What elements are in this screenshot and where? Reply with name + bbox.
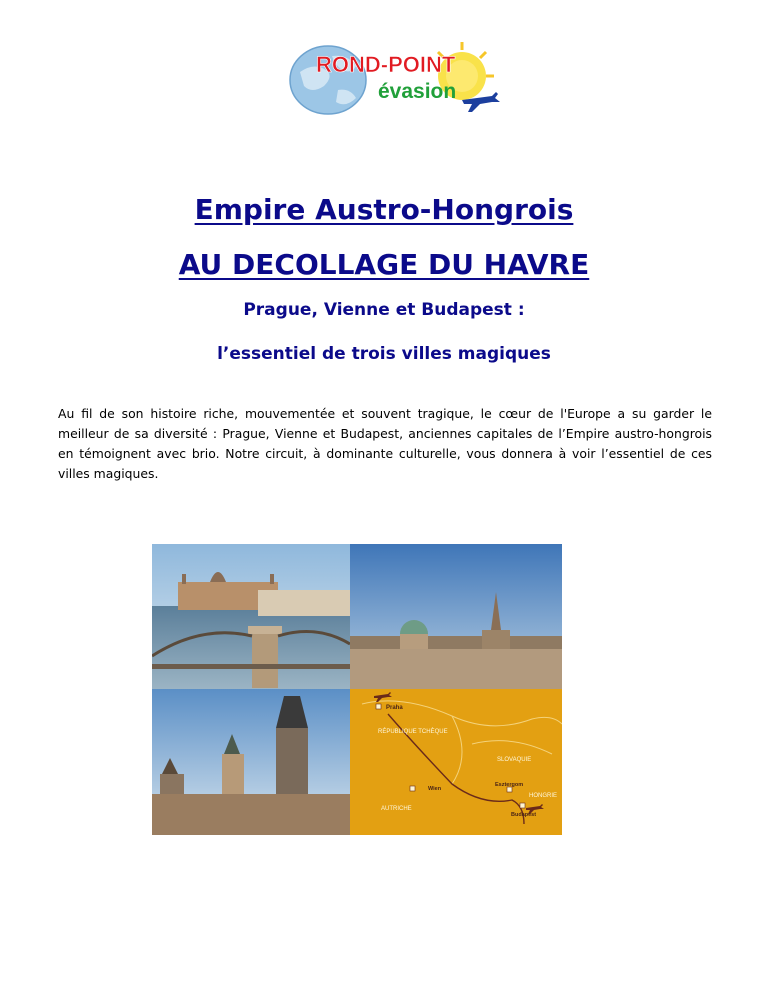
intro-paragraph: Au fil de son histoire riche, mouvementée et souvent tragique, le cœur de l'Europe a su garder le meilleur de sa diversité : Prague, Vienne et Budapest, anciennes capitales de l’Empire austro-hongrois en témoignent avec brio. Notre circuit, à dominante culturelle, vous donnera à voir l’essentiel de ces villes magiques.: [58, 406, 712, 481]
photo-prague: [152, 689, 350, 835]
city-marker: [410, 786, 415, 791]
page-title: Empire Austro-Hongrois: [194, 193, 574, 226]
route-map: [350, 689, 562, 835]
company-logo: [286, 40, 500, 118]
logo-line2: évasion: [378, 80, 457, 103]
photo-budapest: [152, 544, 350, 689]
city-marker: [520, 803, 525, 808]
map-label-rep-tcheque: RÉPUBLIQUE TCHÈQUE: [378, 729, 448, 735]
map-label-wien: Wien: [428, 786, 442, 792]
map-label-esztergom: Esztergom: [495, 782, 524, 788]
page-subtitle-line2: l’essentiel de trois villes magiques: [217, 344, 551, 364]
photo-collage: [152, 544, 562, 835]
page-subtitle: Prague, Vienne et Budapest :: [243, 300, 525, 320]
logo-line1: ROND-POINT: [316, 52, 456, 77]
map-label-budapest: Budapest: [511, 812, 537, 818]
map-label-autriche: AUTRICHE: [381, 806, 412, 812]
map-label-hongrie: HONGRIE: [529, 793, 558, 799]
city-marker: [376, 704, 381, 709]
page-title-line2: AU DECOLLAGE DU HAVRE: [178, 248, 590, 281]
photo-vienna: [350, 544, 562, 689]
map-label-slovaquie: SLOVAQUIE: [497, 757, 532, 763]
map-label-praha: Praha: [386, 705, 403, 711]
